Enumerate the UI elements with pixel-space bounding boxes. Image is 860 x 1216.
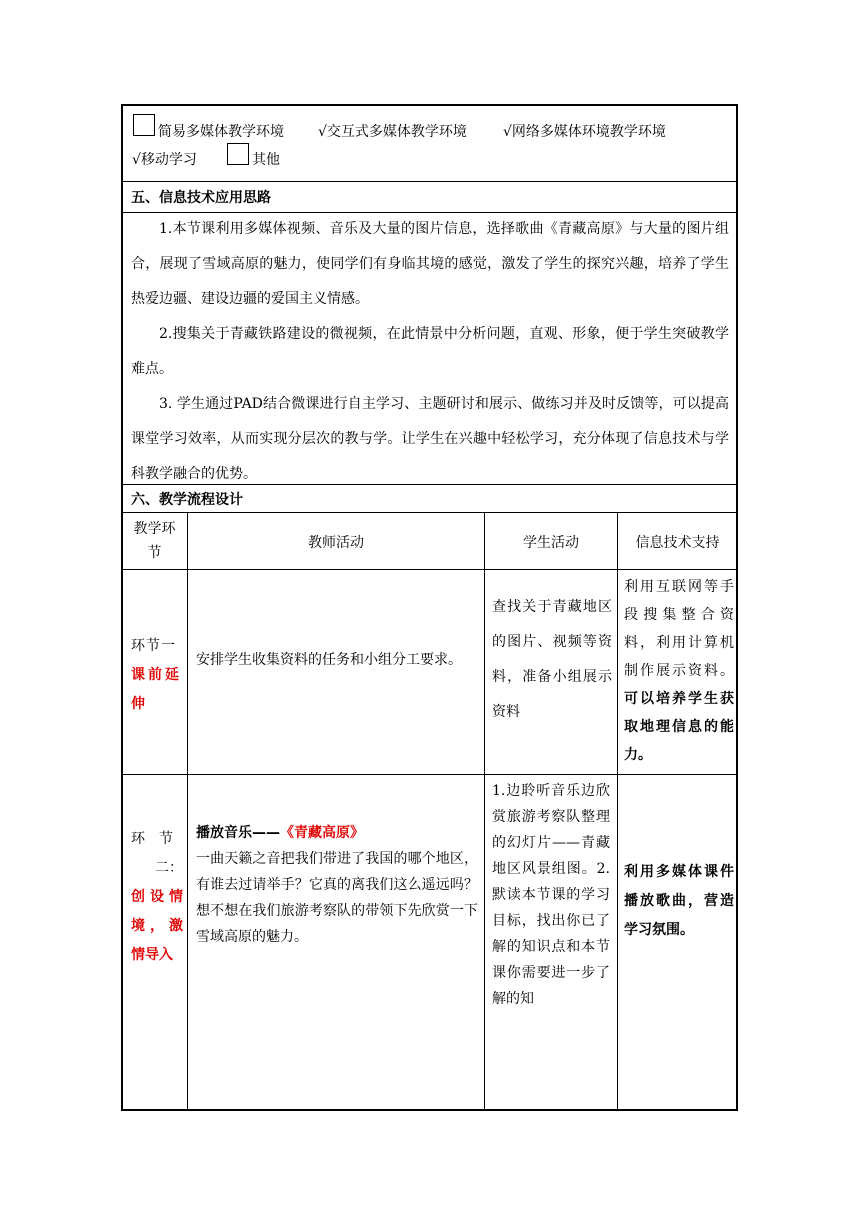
env-option-interactive: √交互式多媒体教学环境 [318,124,467,140]
header-teacher: 教师活动 [308,535,364,551]
rule [122,774,737,775]
env-option-simple: 简易多媒体教学环境 [158,124,284,140]
teacher-activity: 安排学生收集资料的任务和小组分工要求。 [196,652,462,668]
rule [187,512,188,1110]
stage-name: 创设情境，激情导入 [131,889,183,963]
teacher-activity-lead: 播放音乐—— [196,825,280,841]
rule [617,512,618,1110]
teacher-activity [196,820,478,950]
rule [122,569,737,570]
checkbox-other[interactable] [227,143,249,165]
section-body [131,212,729,492]
header-stage-line: 教学环 [133,521,176,537]
song-title: 《青藏高原》 [280,825,364,841]
stage-label: 环 节 [131,831,173,847]
rule [122,181,737,182]
header-student: 学生活动 [523,535,579,551]
teacher-activity-heading [196,820,478,846]
section-title: 五、信息技术应用思路 [131,190,271,206]
env-option-other: 其他 [252,152,280,168]
stage-cell [131,632,183,719]
env-option-mobile: √移动学习 [132,152,197,168]
rule [122,512,737,513]
student-activity: 查找关于青藏地区的图片、视频等资料，准备小组展示资料 [492,599,612,720]
tech-support-plain: 利用互联网等手段搜集整合资料，利用计算机制作展示资料。 [624,579,734,679]
stage-name: 伸 [131,696,145,712]
stage-label: 环节一 [131,638,176,654]
section-title: 六、教学流程设计 [131,492,243,508]
checkbox-simple-multimedia[interactable] [133,114,155,136]
teacher-activity-text: 一曲天籁之音把我们带进了我国的哪个地区，有谁去过请举手？它真的离我们这么遥远吗？想不想在我们旅游考察队的带领下先欣赏一下雪域高原的魅力。 [196,851,478,945]
student-activity: 1.边聆听音乐边欣赏旅游考察队整理的幻灯片——青藏地区风景组图。2.默读本节课的学习目标，找出你已了解的知识点和本节课你需要进一步了解的知 [492,783,610,1007]
env-option-network: √网络多媒体环境教学环境 [503,124,666,140]
header-stage [122,517,187,565]
tech-support: 利用多媒体课件播放歌曲，营造学习氛围。 [624,864,734,938]
tech-support [624,573,734,769]
header-stage-line: 节 [147,545,162,561]
header-tech: 信息技术支持 [635,535,720,551]
stage-label: 二： [155,860,183,876]
stage-cell [131,825,183,970]
paragraph: 1.本节课利用多媒体视频、音乐及大量的图片信息，选择歌曲《青藏高原》与大量的图片组合，展现了雪域高原的魅力，使同学们有身临其境的感觉，激发了学生的探究兴趣，培养了学生热爱边疆、建设边疆的爱国主义情感。 [131,221,729,307]
stage-name: 课前延 [131,667,182,683]
paragraph: 2.搜集关于青藏铁路建设的微视频，在此情景中分析问题，直观、形象，便于学生突破教学难点。 [131,326,729,377]
tech-support-bold: 可以培养学生获取地理信息的能力。 [624,691,734,763]
paragraph: 3. 学生通过PAD结合微课进行自主学习、主题研讨和展示、做练习并及时反馈等，可以提高课堂学习效率，从而实现分层次的教与学。让学生在兴趣中轻松学习，充分体现了信息技术与学科教学融合的优势。 [131,396,729,482]
rule [484,512,485,1110]
